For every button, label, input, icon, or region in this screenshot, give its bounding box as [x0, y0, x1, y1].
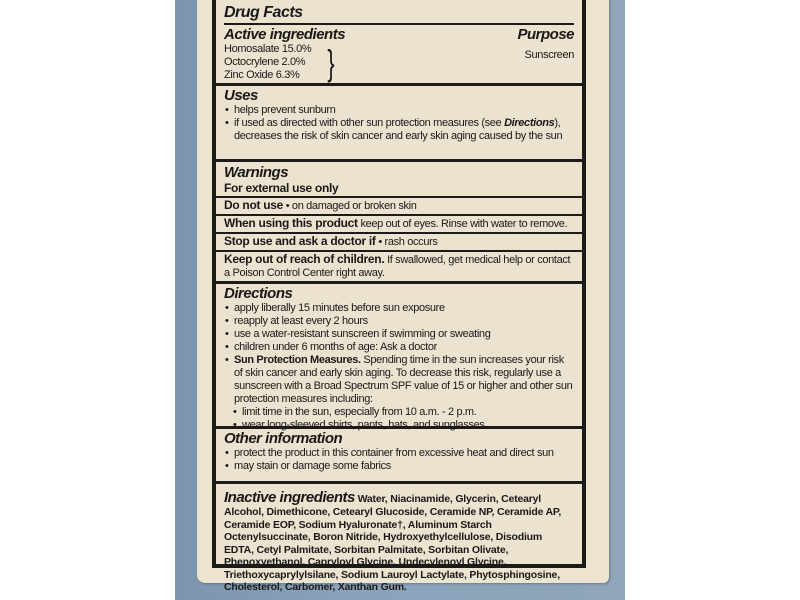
drug-facts-title: Drug Facts [224, 4, 303, 21]
keep-out-of-reach-row [216, 252, 582, 281]
directions-list [224, 302, 574, 432]
ingredients-column [224, 27, 345, 82]
ingredients-list [224, 43, 311, 82]
directions-item: • use a water-resistant sunscreen if swimming or sweating [224, 328, 574, 341]
brace-icon: } [327, 41, 335, 83]
external-use-warning: For external use only [224, 181, 339, 195]
spm-label: Sun Protection Measures. [234, 354, 361, 366]
photo-background [175, 0, 625, 600]
stop-use-label: Stop use and ask a doctor if [224, 234, 376, 248]
sun-protection-measures-item [224, 354, 574, 406]
directions-heading: Directions [224, 285, 293, 302]
uses-item-text: ), decreases the risk of skin cancer and early skin aging caused by the sun [234, 117, 563, 142]
other-information-heading: Other information [224, 430, 343, 447]
other-information-list [224, 447, 574, 473]
uses-section [216, 86, 582, 162]
active-ingredients-section [216, 0, 582, 86]
directions-section [216, 284, 582, 429]
keep-out-label: Keep out of reach of children. [224, 252, 385, 266]
product-label-card [197, 0, 609, 593]
inactive-ingredients-paragraph [224, 490, 574, 594]
purpose-column [517, 27, 574, 62]
ingredient-item: Homosalate 15.0% [224, 43, 312, 55]
inactive-ingredients-heading: Inactive ingredients [224, 489, 355, 506]
uses-list [224, 104, 574, 143]
active-ingredients-heading: Active ingredients [224, 26, 346, 43]
uses-item: • helps prevent sunburn [224, 104, 574, 117]
drug-facts-panel [212, 0, 586, 593]
other-information-section [216, 429, 582, 484]
when-using-text: keep out of eyes. Rinse with water to remove. [357, 218, 568, 230]
uses-heading: Uses [224, 87, 258, 104]
uses-item-text: if used as directed with other sun protection measures (see [234, 117, 502, 129]
other-information-item: • may stain or damage some fabrics [224, 460, 574, 473]
warnings-heading: Warnings [224, 164, 289, 181]
when-using-row [216, 216, 582, 234]
purpose-heading: Purpose [517, 26, 574, 43]
active-ingredients-row [224, 27, 574, 82]
when-using-label: When using this product [224, 216, 358, 230]
do-not-use-label: Do not use [224, 198, 283, 212]
directions-item: • apply liberally 15 minutes before sun exposure [224, 302, 574, 315]
warnings-header-row [216, 162, 582, 198]
directions-sub-item: • wear long-sleeved shirts, pants, hats, and sunglasses [224, 419, 574, 432]
uses-item [224, 117, 574, 143]
other-information-item: • protect the product in this container from excessive heat and direct sun [224, 447, 574, 460]
drug-facts-title-row [224, 4, 574, 25]
directions-reference: Directions [504, 117, 555, 129]
inactive-ingredients-text: Water, Niacinamide, Glycerin, Cetearyl Alcohol, Dimethicone, Cetearyl Glucoside, Ceramide NP, Ceramide AP, Ceramide EOP, Sodium Hyaluronate†, Aluminum Starch Octenylsuccinate, Boron Nitride, Hydroxyethylcellulose, Disodium EDTA, Cetyl Palmitate, Sorbitan Palmitate, Sorbitan Olivate, Phenoxyethanol, Capryloyl Glycine, Undecylenoyl Glycine, Triethoxycaprylylsilane, Sodium Lauroyl Lactylate, Phytosphingosine, Cholesterol, Carbomer, Xanthan Gum. [224, 493, 562, 593]
do-not-use-text: • on damaged or broken skin [285, 200, 417, 212]
warnings-section [216, 162, 582, 284]
stop-use-text: • rash occurs [375, 236, 438, 248]
directions-item: • reapply at least every 2 hours [224, 315, 574, 328]
ingredient-item: Zinc Oxide 6.3% [224, 69, 300, 81]
do-not-use-row [216, 198, 582, 216]
stop-use-row [216, 234, 582, 252]
directions-sub-item: • limit time in the sun, especially from 10 a.m. - 2 p.m. [224, 406, 574, 419]
ingredients-block [224, 43, 345, 82]
spm-text: Spending time in the sun increases your risk of skin cancer and early skin aging. To decrease this risk, regularly use a sunscreen with a Broad Spectrum SPF value of 15 or higher and other sun protection measures including: [234, 354, 573, 405]
directions-item: • children under 6 months of age: Ask a doctor [224, 341, 574, 354]
keep-out-text: If swallowed, get medical help or contact a Poison Control Center right away. [224, 254, 571, 279]
inactive-ingredients-section [216, 484, 582, 597]
purpose-value: Sunscreen [524, 49, 574, 61]
ingredient-item: Octocrylene 2.0% [224, 56, 306, 68]
